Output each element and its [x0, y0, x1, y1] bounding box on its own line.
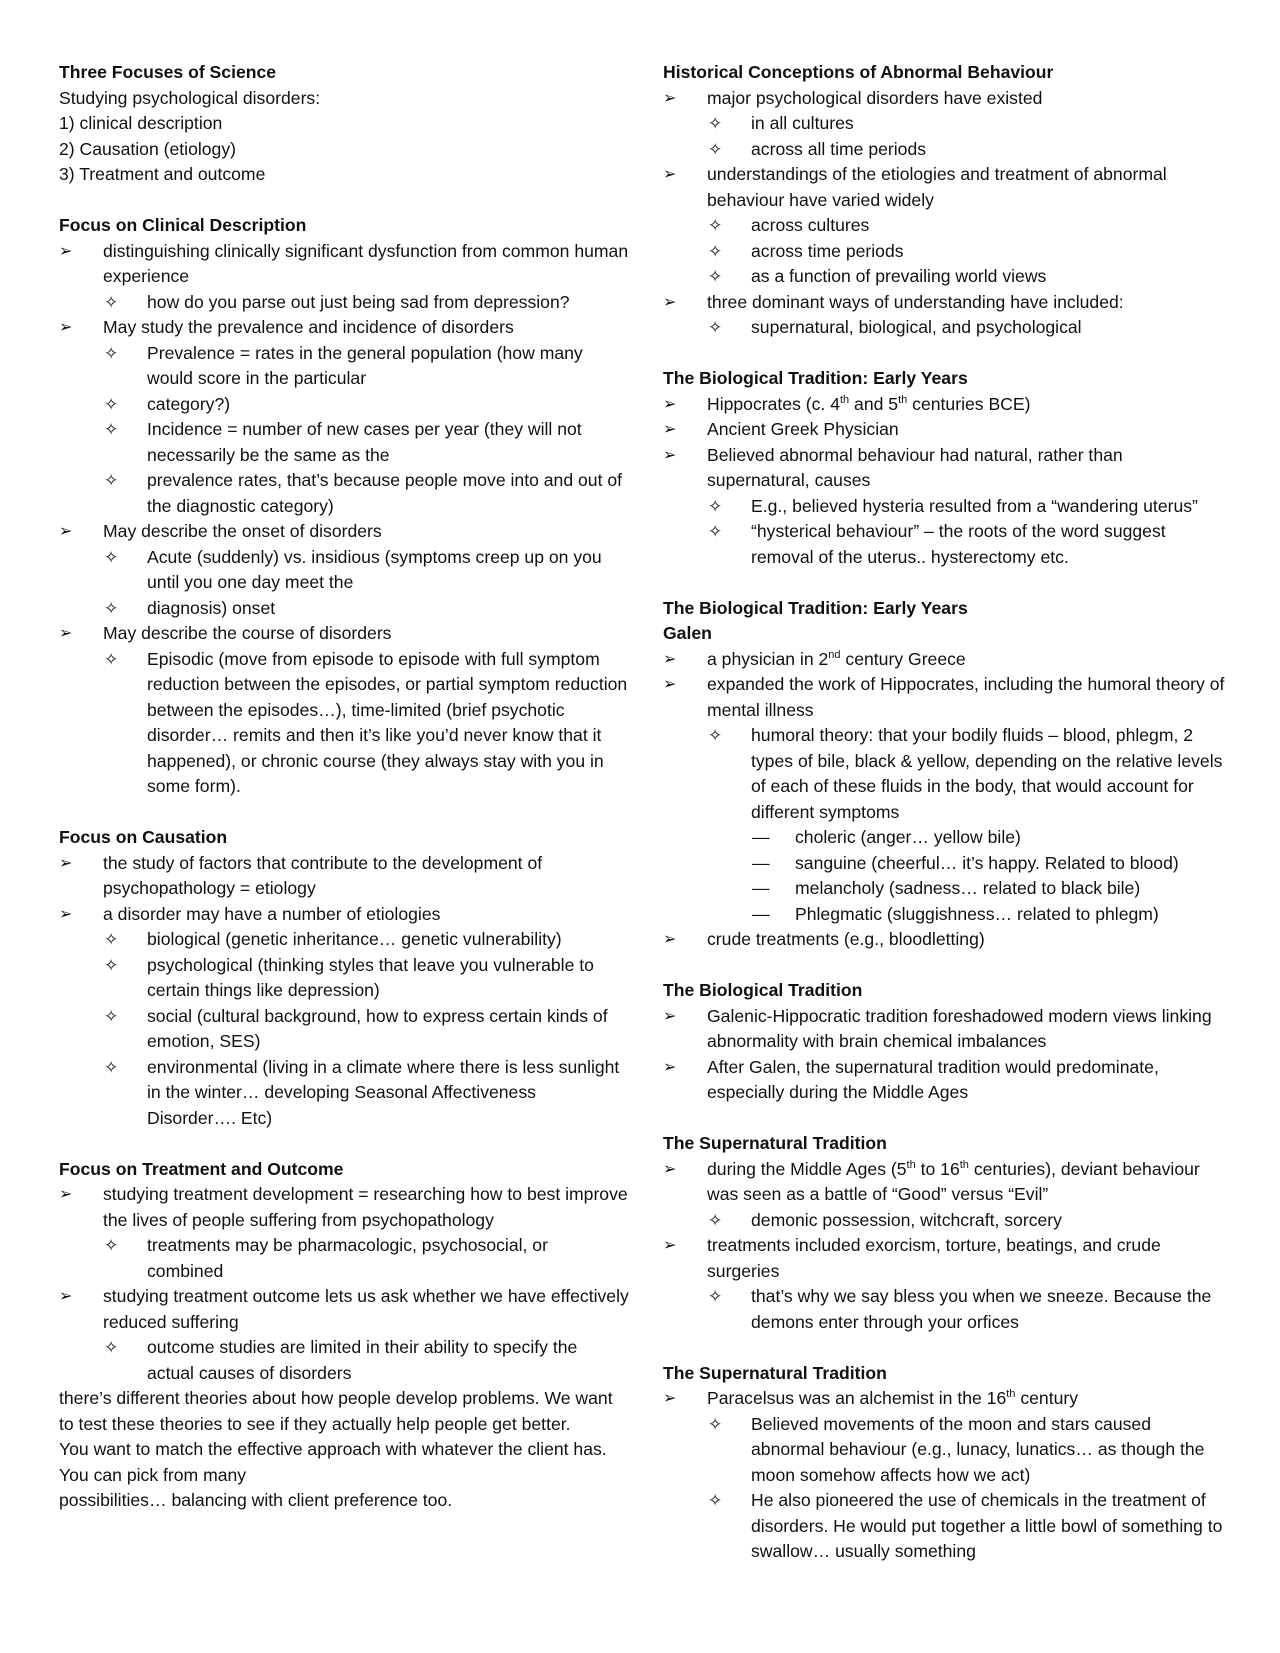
star-bullet-icon: ✧ — [104, 292, 119, 312]
item-text — [707, 1159, 1200, 1205]
star-bullet-icon: ✧ — [104, 1338, 119, 1357]
superscript: th — [906, 1158, 916, 1171]
item-text: across cultures — [751, 215, 870, 235]
arrow-bullet-icon: ➢ — [59, 523, 73, 540]
item-text: prevalence rates, that’s because people move into and out of the diagnostic category) — [147, 470, 623, 516]
item-text: May describe the course of disorders — [103, 623, 392, 643]
item-text: social (cultural background, how to express certain kinds of emotion, SES) — [147, 1005, 608, 1051]
bullet-item — [59, 468, 629, 519]
bullet-item — [663, 392, 1225, 418]
item-text: You want to match the effective approach with whatever the client has. You can pick from many — [59, 1439, 607, 1485]
arrow-bullet-icon: ➢ — [59, 242, 73, 260]
item-text: Believed abnormal behaviour had natural, rather than supernatural, causes — [707, 444, 1123, 490]
item-text: expanded the work of Hippocrates, including the humoral theory of mental illness — [707, 674, 1225, 720]
paragraph — [59, 111, 629, 137]
bullet-item — [59, 621, 629, 647]
item-text — [707, 394, 1030, 414]
bullet-item — [59, 596, 629, 622]
star-bullet-icon: ✧ — [104, 1057, 119, 1077]
left-column — [59, 60, 629, 1514]
arrow-bullet-icon: ➢ — [59, 905, 73, 923]
spacer — [663, 953, 1225, 979]
item-text: Believed movements of the moon and stars caused abnormal behaviour (e.g., lunacy, lunatics… as though the moon somehow affects how we act) — [751, 1413, 1205, 1485]
item-text: three dominant ways of understanding have included: — [707, 291, 1124, 312]
bullet-item — [663, 290, 1225, 316]
arrow-bullet-icon: ➢ — [663, 89, 677, 107]
arrow-bullet-icon: ➢ — [663, 1237, 677, 1254]
arrow-bullet-icon: ➢ — [59, 1288, 73, 1305]
section-heading — [59, 60, 629, 86]
section-heading — [59, 1157, 629, 1183]
bullet-item — [663, 1386, 1225, 1412]
item-text: outcome studies are limited in their ability to specify the actual causes of disorders — [147, 1337, 578, 1383]
item-text: He also pioneered the use of chemicals in the treatment of disorders. He would put together a little bowl of something to swallow… usually something — [751, 1490, 1223, 1561]
section-heading — [663, 1361, 1225, 1387]
item-text: that’s why we say bless you when we sneeze. Because the demons enter through your orfices — [751, 1286, 1212, 1332]
item-text: The Supernatural Tradition — [663, 1362, 887, 1383]
item-text: 2) Causation (etiology) — [59, 138, 237, 159]
star-bullet-icon: ✧ — [708, 318, 723, 337]
item-text: Ancient Greek Physician — [707, 419, 899, 439]
arrow-bullet-icon: ➢ — [663, 293, 677, 311]
bullet-item — [663, 1233, 1225, 1284]
bullet-item — [663, 672, 1225, 723]
item-text: humoral theory: that your bodily fluids – blood, phlegm, 2 types of bile, black & yellow, depending on the relative levels of each of these fluids in the body, that would account for different symptoms — [751, 725, 1223, 822]
star-bullet-icon: ✧ — [104, 420, 119, 439]
text-run: to 16 — [915, 1158, 960, 1179]
spacer — [663, 570, 1225, 596]
bullet-item — [663, 519, 1225, 570]
item-text: Focus on Clinical Description — [59, 215, 307, 235]
text-run: a physician in 2 — [707, 648, 829, 669]
item-text: The Biological Tradition: Early Years — [663, 368, 968, 388]
text-run: centuries), deviant behaviour was seen as a battle of “Good” versus “Evil” — [707, 1158, 1200, 1204]
bullet-item — [663, 927, 1225, 953]
bullet-item — [59, 851, 629, 902]
bullet-item — [663, 86, 1225, 112]
arrow-bullet-icon: ➢ — [663, 1390, 677, 1407]
item-text: The Supernatural Tradition — [663, 1133, 887, 1153]
item-text: category?) — [147, 393, 231, 414]
star-bullet-icon: ✧ — [104, 598, 119, 618]
star-bullet-icon: ✧ — [708, 1491, 723, 1510]
item-text: biological (genetic inheritance… genetic vulnerability) — [147, 929, 562, 949]
item-text: distinguishing clinically significant dysfunction from common human experience — [103, 240, 629, 286]
bullet-item — [663, 1004, 1225, 1055]
bullet-item — [663, 1208, 1225, 1234]
spacer — [663, 341, 1225, 367]
text-run: Hippocrates (c. 4 — [707, 393, 840, 414]
paragraph — [59, 86, 629, 112]
bullet-item — [663, 417, 1225, 443]
arrow-bullet-icon: ➢ — [663, 1007, 677, 1025]
text-run: Paracelsus was an alchemist in the 16 — [707, 1388, 1007, 1408]
text-run: centuries BCE) — [907, 393, 1031, 414]
item-text: The Biological Tradition: Early Years — [663, 597, 968, 618]
dash-bullet-icon: — — [752, 827, 770, 847]
bullet-item — [59, 1004, 629, 1055]
arrow-bullet-icon: ➢ — [663, 650, 677, 668]
bullet-item — [663, 162, 1225, 213]
arrow-bullet-icon: ➢ — [663, 446, 677, 464]
item-text: choleric (anger… yellow bile) — [795, 827, 1021, 847]
item-text: across all time periods — [751, 138, 927, 159]
section-heading — [663, 978, 1225, 1004]
arrow-bullet-icon: ➢ — [663, 395, 677, 413]
item-text: understandings of the etiologies and treatment of abnormal behaviour have varied widely — [707, 164, 1167, 210]
item-text: Acute (suddenly) vs. insidious (symptoms creep up on you until you one day meet the — [147, 546, 602, 592]
star-bullet-icon: ✧ — [104, 547, 119, 567]
arrow-bullet-icon: ➢ — [663, 166, 677, 183]
item-text: 3) Treatment and outcome — [59, 164, 266, 184]
section-heading — [663, 621, 1225, 647]
bullet-item — [59, 1284, 629, 1335]
bullet-item — [59, 902, 629, 928]
bullet-item — [663, 494, 1225, 520]
spacer — [663, 1335, 1225, 1361]
star-bullet-icon: ✧ — [104, 955, 119, 975]
text-run: and 5 — [849, 393, 899, 414]
item-text: there’s different theories about how people develop problems. We want to test these theories to see if they actually help people get better. — [59, 1388, 613, 1434]
item-text: 1) clinical description — [59, 113, 223, 133]
item-text: Phlegmatic (sluggishness… related to phlegm) — [795, 903, 1159, 924]
arrow-bullet-icon: ➢ — [663, 1160, 677, 1178]
item-text: Studying psychological disorders: — [59, 87, 321, 108]
item-text: Three Focuses of Science — [59, 62, 277, 82]
item-text: Focus on Treatment and Outcome — [59, 1158, 344, 1179]
bullet-item — [663, 137, 1225, 163]
spacer — [59, 1131, 629, 1157]
star-bullet-icon: ✧ — [104, 471, 119, 490]
bullet-item — [663, 213, 1225, 239]
item-text: a disorder may have a number of etiologies — [103, 903, 441, 924]
bullet-item — [59, 519, 629, 545]
item-text: environmental (living in a climate where there is less sunlight in the winter… developing Seasonal Affectiveness Disorder…. Etc) — [147, 1056, 620, 1128]
bullet-item — [59, 341, 629, 392]
bullet-item — [663, 111, 1225, 137]
item-text: in all cultures — [751, 113, 854, 133]
item-text: sanguine (cheerful… it’s happy. Related to blood) — [795, 852, 1179, 873]
spacer — [59, 188, 629, 214]
bullet-item — [663, 239, 1225, 265]
section-heading — [663, 366, 1225, 392]
spacer — [59, 800, 629, 826]
bullet-item — [663, 723, 1225, 825]
star-bullet-icon: ✧ — [708, 726, 723, 745]
text-run: century — [1015, 1388, 1079, 1408]
item-text: Incidence = number of new cases per year (they will not necessarily be the same as the — [147, 419, 582, 465]
text-run: during the Middle Ages (5 — [707, 1158, 907, 1179]
bullet-item — [59, 647, 629, 800]
star-bullet-icon: ✧ — [708, 522, 723, 541]
paragraph — [59, 1386, 629, 1437]
item-text: how do you parse out just being sad from depression? — [147, 291, 570, 312]
star-bullet-icon: ✧ — [708, 1210, 723, 1230]
bullet-item — [59, 315, 629, 341]
bullet-item — [663, 264, 1225, 290]
item-text — [707, 1388, 1078, 1408]
item-text: studying treatment outcome lets us ask whether we have effectively reduced suffering — [103, 1286, 629, 1332]
item-text: May study the prevalence and incidence of disorders — [103, 317, 514, 337]
item-text: Prevalence = rates in the general population (how many would score in the particular — [147, 342, 583, 388]
arrow-bullet-icon: ➢ — [663, 676, 677, 693]
item-text: “hysterical behaviour” – the roots of the word suggest removal of the uterus.. hysterectomy etc. — [751, 521, 1166, 567]
star-bullet-icon: ✧ — [708, 139, 723, 159]
item-text: Galen — [663, 623, 712, 643]
star-bullet-icon: ✧ — [104, 649, 119, 669]
dash-bullet-icon: — — [752, 903, 770, 924]
item-text: May describe the onset of disorders — [103, 521, 382, 541]
item-text: After Galen, the supernatural tradition would predominate, especially during the Middle Ages — [707, 1056, 1159, 1102]
star-bullet-icon: ✧ — [104, 1236, 119, 1255]
star-bullet-icon: ✧ — [104, 394, 119, 414]
item-text: crude treatments (e.g., bloodletting) — [707, 929, 985, 949]
bullet-item — [663, 1284, 1225, 1335]
arrow-bullet-icon: ➢ — [663, 931, 677, 948]
superscript: th — [959, 1158, 969, 1171]
item-text: across time periods — [751, 240, 904, 261]
item-text: E.g., believed hysteria resulted from a “wandering uterus” — [751, 495, 1198, 516]
star-bullet-icon: ✧ — [708, 1414, 723, 1434]
item-text: treatments included exorcism, torture, beatings, and crude surgeries — [707, 1235, 1161, 1281]
bullet-item — [663, 1412, 1225, 1489]
bullet-item — [663, 1488, 1225, 1565]
section-heading — [59, 213, 629, 239]
bullet-item — [663, 1055, 1225, 1106]
bullet-item — [59, 392, 629, 418]
arrow-bullet-icon: ➢ — [59, 319, 73, 336]
section-heading — [663, 596, 1225, 622]
paragraph — [59, 1437, 629, 1488]
arrow-bullet-icon: ➢ — [59, 854, 73, 872]
paragraph — [59, 137, 629, 163]
item-text: Episodic (move from episode to episode with full symptom reduction between the episodes, or partial symptom reduction between the episodes…), time-limited (brief psychotic disorder… remits and then it’s like you’d never know that it happened), or chronic course (they always stay with you in some form). — [147, 648, 628, 796]
item-text: The Biological Tradition — [663, 980, 863, 1000]
item-text: possibilities… balancing with client preference too. — [59, 1490, 453, 1510]
bullet-item — [59, 953, 629, 1004]
star-bullet-icon: ✧ — [104, 930, 119, 949]
star-bullet-icon: ✧ — [708, 496, 723, 516]
section-heading — [59, 825, 629, 851]
arrow-bullet-icon: ➢ — [59, 625, 73, 642]
bullet-item — [59, 545, 629, 596]
star-bullet-icon: ✧ — [708, 267, 723, 286]
item-text: Galenic-Hippocratic tradition foreshadowed modern views linking abnormality with brain chemical imbalances — [707, 1005, 1212, 1051]
bullet-item — [59, 927, 629, 953]
bullet-item — [59, 1182, 629, 1233]
paragraph — [59, 162, 629, 188]
bullet-item — [663, 315, 1225, 341]
dash-bullet-icon: — — [752, 878, 770, 898]
item-text: treatments may be pharmacologic, psychosocial, or combined — [147, 1235, 548, 1281]
item-text: Historical Conceptions of Abnormal Behaviour — [663, 62, 1054, 82]
bullet-item — [663, 902, 1225, 928]
bullet-item — [663, 443, 1225, 494]
right-column — [663, 60, 1225, 1565]
item-text — [707, 649, 966, 669]
item-text: supernatural, biological, and psychological — [751, 317, 1082, 337]
text-run: century Greece — [840, 648, 966, 669]
arrow-bullet-icon: ➢ — [59, 1186, 73, 1203]
bullet-item — [663, 851, 1225, 877]
dash-bullet-icon: — — [752, 852, 770, 873]
bullet-item — [59, 1055, 629, 1132]
item-text: diagnosis) onset — [147, 597, 276, 618]
bullet-item — [59, 290, 629, 316]
bullet-item — [663, 647, 1225, 673]
spacer — [663, 1106, 1225, 1132]
star-bullet-icon: ✧ — [708, 114, 723, 133]
bullet-item — [663, 825, 1225, 851]
star-bullet-icon: ✧ — [708, 1287, 723, 1306]
superscript: th — [898, 393, 908, 406]
star-bullet-icon: ✧ — [708, 241, 723, 261]
bullet-item — [663, 1157, 1225, 1208]
bullet-item — [59, 239, 629, 290]
bullet-item — [663, 876, 1225, 902]
item-text: as a function of prevailing world views — [751, 266, 1047, 286]
section-heading — [663, 1131, 1225, 1157]
star-bullet-icon: ✧ — [104, 1006, 119, 1026]
item-text: studying treatment development = researching how to best improve the lives of people suffering from psychopathology — [103, 1184, 628, 1230]
section-heading — [663, 60, 1225, 86]
item-text: Focus on Causation — [59, 827, 228, 847]
arrow-bullet-icon: ➢ — [663, 421, 677, 438]
star-bullet-icon: ✧ — [708, 216, 723, 235]
star-bullet-icon: ✧ — [104, 343, 119, 363]
item-text: major psychological disorders have existed — [707, 87, 1043, 108]
bullet-item — [59, 1233, 629, 1284]
paragraph — [59, 1488, 629, 1514]
arrow-bullet-icon: ➢ — [663, 1058, 677, 1076]
superscript: th — [1006, 1388, 1016, 1401]
superscript: th — [839, 393, 850, 406]
item-text: the study of factors that contribute to the development of psychopathology = etiology — [103, 852, 543, 898]
item-text: melancholy (sadness… related to black bile) — [795, 878, 1141, 898]
bullet-item — [59, 1335, 629, 1386]
item-text: psychological (thinking styles that leave you vulnerable to certain things like depression) — [147, 954, 594, 1000]
item-text: demonic possession, witchcraft, sorcery — [751, 1209, 1062, 1230]
bullet-item — [59, 417, 629, 468]
superscript: nd — [828, 648, 841, 661]
